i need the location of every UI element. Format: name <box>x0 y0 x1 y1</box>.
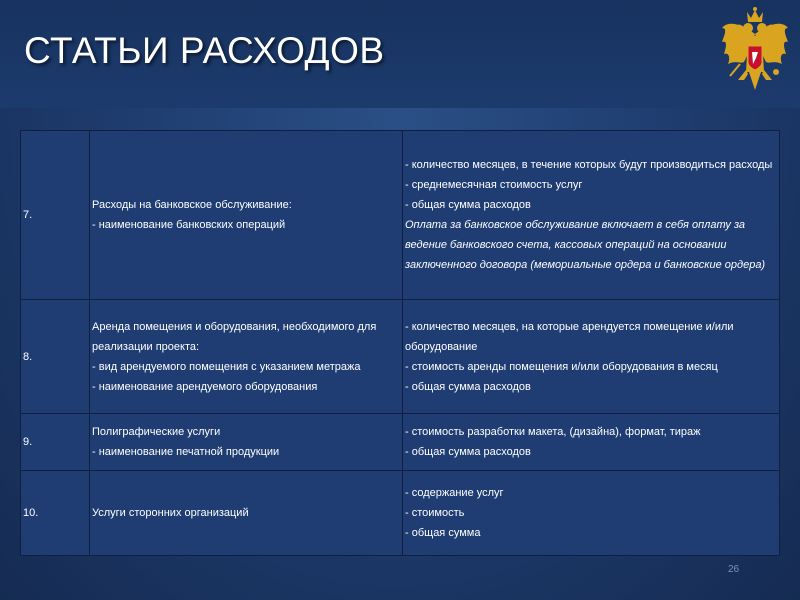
table-row <box>21 414 780 471</box>
table-row <box>21 471 780 556</box>
row-description: Расходы на банковское обслуживание: - наименование банковских операций <box>90 131 403 300</box>
row-number: 10. <box>21 471 90 556</box>
slide-title: СТАТЬИ РАСХОДОВ <box>24 30 385 71</box>
slide-header <box>0 0 800 108</box>
row-details: - количество месяцев, на которые арендуется помещение и/или оборудование - стоимость аренды помещения и/или оборудования в месяц - общая сумма расходов <box>403 300 780 414</box>
row-details: - стоимость разработки макета, (дизайна), формат, тираж - общая сумма расходов <box>403 414 780 471</box>
row-description: Аренда помещения и оборудования, необходимого для реализации проекта: - вид арендуемого помещения с указанием метража - наименование арендуемого оборудования <box>90 300 403 414</box>
row-note: Оплата за банковское обслуживание включает в себя оплату за ведение банковского счета, кассовых операций на основании заключенного договора (мемориальные ордера и банковские ордера) <box>405 219 766 271</box>
row-number: 8. <box>21 300 90 414</box>
row-description: Полиграфические услуги - наименование печатной продукции <box>90 414 403 471</box>
page-number: 26 <box>728 564 740 575</box>
expenses-table <box>20 130 780 556</box>
row-number: 9. <box>21 414 90 471</box>
row-description: Услуги сторонних организаций <box>90 471 403 556</box>
table-row <box>21 131 780 300</box>
row-details: - количество месяцев, в течение которых будут производиться расходы - среднемесячная стоимость услуг - общая сумма расходов Оплата за банковское обслуживание включает в себя оплату за ведение банковского счета, кассовых операций на основании заключенного договора (мемориальные ордера и банковские ордера) <box>403 131 780 300</box>
russian-coat-of-arms-icon <box>718 6 792 104</box>
row-number: 7. <box>21 131 90 300</box>
table-row <box>21 300 780 414</box>
row-details: - содержание услуг - стоимость - общая сумма <box>403 471 780 556</box>
